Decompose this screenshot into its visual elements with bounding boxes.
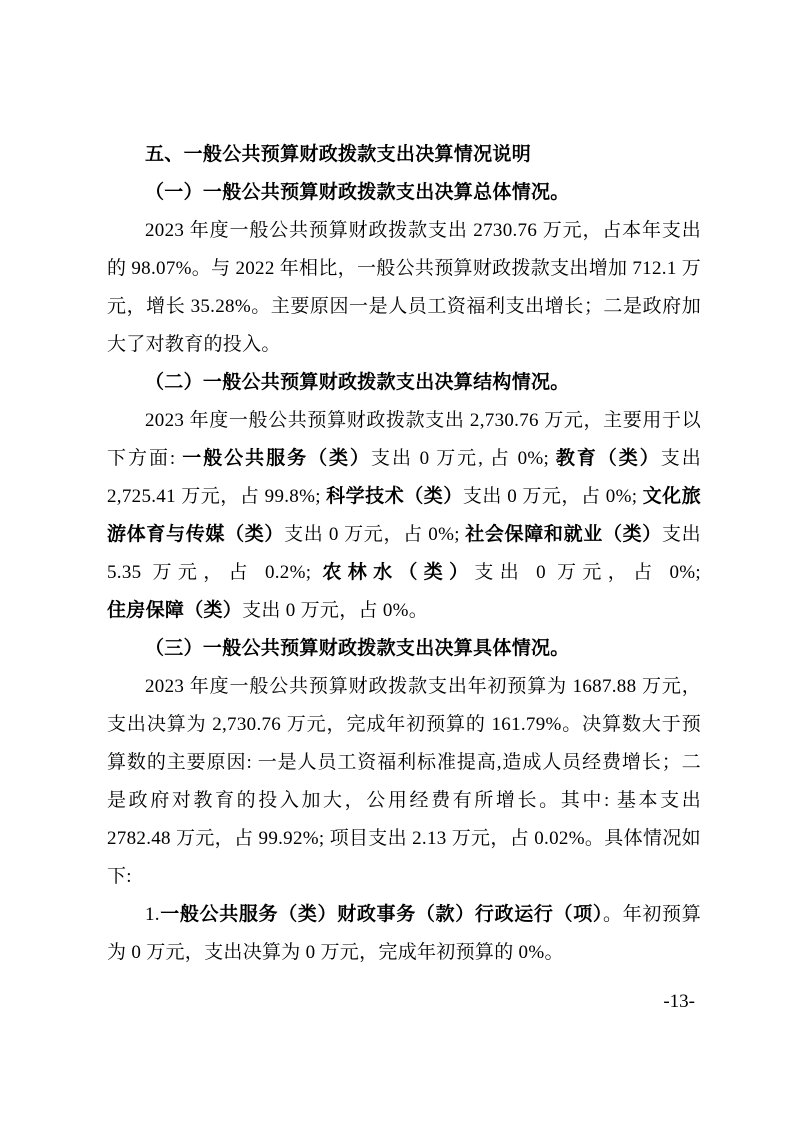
heading-sub-1: （一）一般公共预算财政拨款支出决算总体情况。 — [145, 182, 570, 203]
text-run: 支出 0 万元，占 0%; — [462, 486, 643, 507]
text-run: 支出 0 万元，占 0%。 — [242, 600, 429, 621]
heading-sub-3: （三）一般公共预算财政拨款支出决算具体情况。 — [145, 638, 570, 659]
paragraph-specific: 2023 年度一般公共预算财政拨款支出年初预算为 1687.88 万元，支出决算为 2,730.76 万元，完成年初预算的 161.79%。决算数大于预算数的主要原因: 一是人员工资福利标准提高,造成人员经费增长；二是政府对教育的投入加大，公用经费有所增长。其中: 基本支出 2782.48 万元，占 99.92%; 项目支出 2.13 万元，占 0.02%。具体情况如下: — [107, 676, 701, 887]
text-run: 支出 0 万元, 占 0%; — [371, 448, 556, 469]
text-run-bold: 文化旅游体育与传媒（类） — [107, 486, 701, 545]
text-run-bold: 一般公共服务（类） — [182, 448, 371, 469]
text-run: 2023 年度一般公共预算财政拨款支出 2,730.76 万元，主要用于以下方面: — [107, 410, 701, 469]
heading-sub-2: （二）一般公共预算财政拨款支出决算结构情况。 — [145, 372, 570, 393]
document-body — [107, 136, 701, 972]
text-run-bold: 住房保障（类） — [107, 600, 243, 621]
paragraph-overall: 2023 年度一般公共预算财政拨款支出 2730.76 万元，占本年支出的 98.07%。与 2022 年相比，一般公共预算财政拨款支出增加 712.1 万元，增长 35.28%。主要原因一是人员工资福利支出增长；二是政府加大了对教育的投入。 — [107, 220, 701, 355]
text-run: 支出 2,725.41 万元，占 99.8%; — [107, 448, 701, 507]
text-run-bold: 社会保障和就业（类） — [465, 524, 662, 545]
text-run: 。年初预算为 0 万元，支出决算为 0 万元，完成年初预算的 0%。 — [107, 904, 701, 963]
text-run: 支出 0 万元，占 0%; — [474, 562, 701, 583]
text-run: 支出 0 万元，占 0%; — [284, 524, 466, 545]
text-run-bold: 科学技术（类） — [326, 486, 463, 507]
heading-main: 五、一般公共预算财政拨款支出决算情况说明 — [145, 144, 532, 165]
page-number: -13- — [663, 991, 695, 1012]
text-run: 1. — [145, 904, 160, 925]
text-run-bold: 农林水（类） — [322, 562, 475, 583]
text-run-bold: 一般公共服务（类）财政事务（款）行政运行（项） — [159, 904, 604, 925]
paragraph-item-1 — [107, 896, 701, 972]
paragraph-structure — [107, 402, 701, 630]
text-run-bold: 教育（类） — [555, 448, 661, 469]
text-run: 支出 5.35 万元，占 0.2%; — [107, 524, 701, 583]
